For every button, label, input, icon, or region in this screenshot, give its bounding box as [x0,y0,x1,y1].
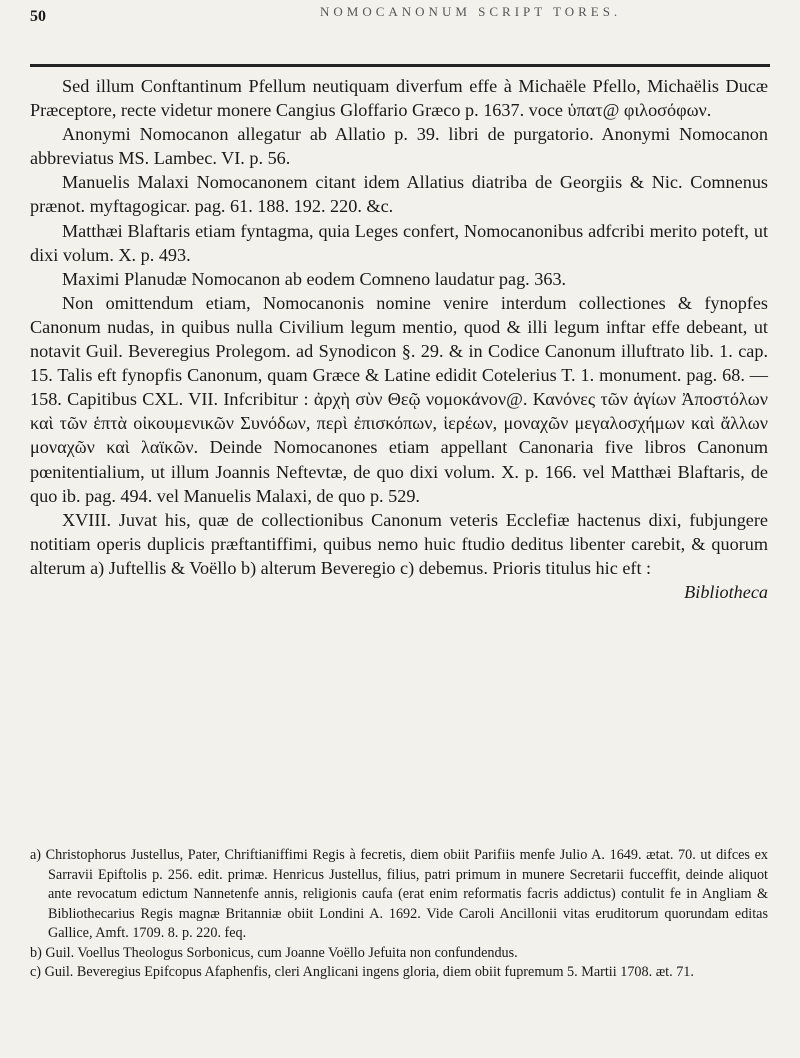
header-rule [30,64,770,67]
page-number: 50 [30,8,46,25]
paragraph-blastaris: Matthæi Blaftaris etiam fyntagma, quia Leges confert, Nomocanonibus adfcribi merito poteft, ut dixi volum. X. p. 493. [30,220,768,265]
main-text [30,74,768,604]
footnote-b: b) Guil. Voellus Theologus Sorbonicus, cum Joanne Voëllo Jefuita non confundendus. [30,944,518,961]
paragraph-planudae: Maximi Planudæ Nomocanon ab eodem Comneno laudatur pag. 363. [62,268,567,289]
paragraph-collectiones: Non omittendum etiam, Nomocanonis nomine venire interdum collectiones & fynopfes Canonum nudas, in quibus nulla Civilium legum mentio, quod & illi legum inftar effe debeant, ut notavit Guil. Beveregius Prolegom. ad Synodicon §. 29. & in Codice Canonum illuftrato lib. 1. cap. 15. Talis eft fynopfis Canonum, quam Græce & Latine edidit Cotelerius T. 1. monument. pag. 68. — 158. Capitibus CXL. VII. Infcribitur : ἀρχὴ σὺν Θεῷ νομοκάνον@. Κανόνες τῶν ἁγίων Ἀποστόλων καὶ τῶν ἑπτὰ οἰκουμενικῶν Συνόδων, περὶ ἐπισκόπων, ἱερέων, μοναχῶν μεγαλοσχήμων καὶ ἄλλων μοναχῶν καὶ λαϊκῶν. Deinde Nomocanones etiam appellant Canonaria five libros Canonum pœnitentialium, ut illum Joannis Neftevtæ, de quo dixi volum. X. p. 166. vel Matthæi Blaftaris, de quo ib. pag. 494. vel Manuelis Malaxi, de quo p. 529. [30,292,768,506]
footnotes [30,846,768,983]
footnote-c: c) Guil. Beveregius Epifcopus Afaphenfis, cleri Anglicani ingens gloria, diem obiit fupremum 5. Martii 1708. æt. 71. [30,964,694,980]
paragraph-malaxi: Manuelis Malaxi Nomocanonem citant idem Allatius diatriba de Georgiis & Nic. Comnenus prænot. myftagogicar. pag. 61. 188. 192. 220. &c. [30,172,768,217]
paragraph-anonymi: Anonymi Nomocanon allegatur ab Allatio p. 39. libri de purgatorio. Anonymi Nomocanon abbreviatus MS. Lambec. VI. p. 56. [30,124,768,169]
catchword: Bibliotheca [684,581,768,602]
footnote-a: a) Christophorus Justellus, Pater, Chriftianiffimi Regis à fecretis, diem obiit Parifiis menfe Julio A. 1649. ætat. 70. ut difces ex Sarravii Epiftolis p. 256. edit. primæ. Henricus Justellus, filius, patri primum in munere Secretarii fucceffit, deinde aliquot ante revocatum edictum Nannetenfe annis, religionis caufa (erat enim reformatis facris addictus) contulit fe in Angliam & Bibliothecarius Regis magnæ Britanniæ obiit Londini A. 1692. Vide Caroli Ancillonii vitas eruditorum quorundam editas Gallice, Amft. 1709. 8. p. 220. feq. [30,847,768,941]
paragraph-xviii: XVIII. Juvat his, quæ de collectionibus Canonum veteris Ecclefiæ hactenus dixi, fubjungere notitiam operis duplicis præftantiffimi, quibus nemo huic ftudio deditus libenter carebit, & quorum alterum a) Juftellis & Voëllo b) alterum Beveregio c) debemus. Prioris titulus hic eft : [30,509,768,578]
running-title: NOMOCANONUM SCRIPT TORES. [320,4,622,19]
page-header [30,0,770,68]
paragraph-psellus: Sed illum Conftantinum Pfellum neutiquam diverfum effe à Michaële Pfello, Michaëlis Ducæ Præceptore, recte videtur monere Cangius Gloffario Græco p. 1637. voce ὑπατ@ φιλοσόφων. [30,76,768,121]
